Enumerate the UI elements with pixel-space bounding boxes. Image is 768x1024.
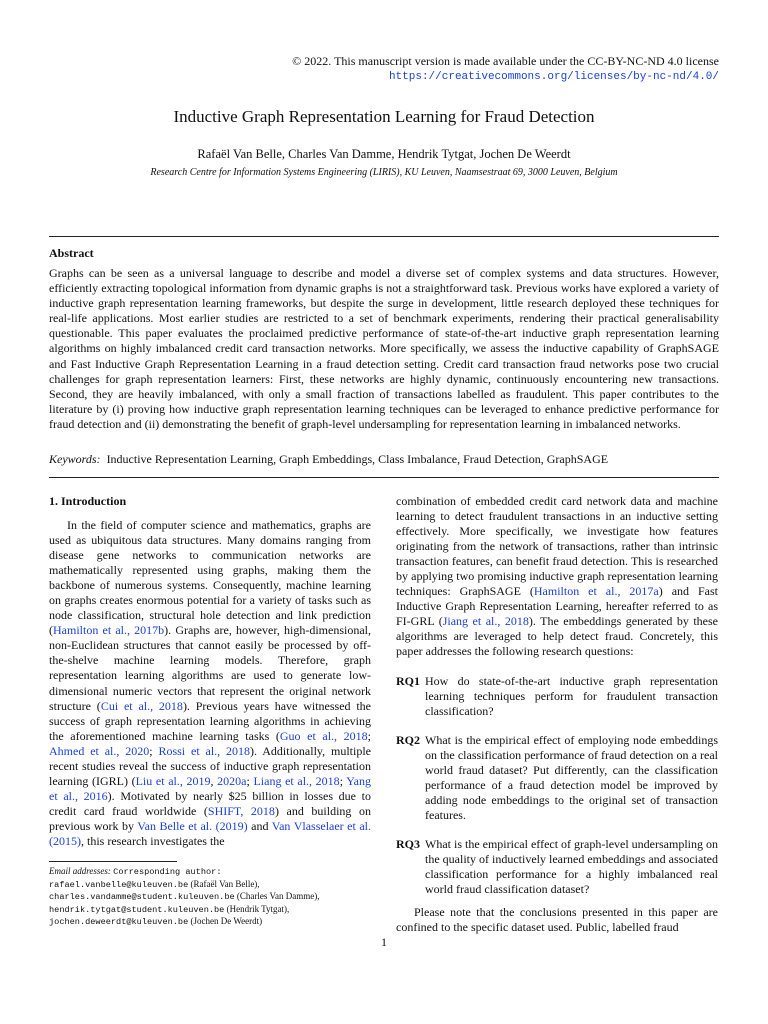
keywords-text: Inductive Representation Learning, Graph Embeddings, Class Imbalance, Fraud Detection, GraphSAGE — [106, 452, 609, 466]
footnote-entry — [49, 879, 379, 892]
paper-title: Inductive Graph Representation Learning for Fraud Detection — [173, 107, 595, 126]
footnote-label: Email addresses: — [49, 866, 111, 876]
research-question-1 — [396, 674, 718, 719]
license-url-link[interactable]: https://creativecommons.org/licenses/by-nc-nd/4.0/ — [388, 71, 719, 83]
footnote-entry — [49, 904, 379, 917]
citation-link[interactable]: Rossi et al., 2018 — [158, 743, 251, 758]
intro-paragraph-1 — [49, 518, 371, 849]
section-heading-introduction: 1. Introduction — [49, 494, 127, 508]
text-span: ). Graphs are, however, high-dimensional, non-Euclidean structures that cannot easily be processed by off-the-shelve machine learning models. Therefore, graph representation learning algorithms are used to generate low-dimensional numeric vectors that represent the original network structure ( — [49, 623, 371, 713]
citation-link[interactable]: Van Belle et al. (2019) — [137, 818, 248, 833]
text-span: , this research investigates the — [81, 833, 225, 848]
citation-link[interactable]: Hamilton et al., 2017b — [53, 623, 165, 638]
citation-link[interactable]: Yang et al., 2016 — [49, 773, 372, 803]
author-list: Rafaël Van Belle, Charles Van Damme, Hendrik Tytgat, Jochen De Weerdt — [197, 147, 571, 161]
email-link[interactable]: rafael.vanbelle@kuleuven.be — [49, 879, 189, 890]
intro-column-left — [49, 518, 371, 849]
text-span: ). Previous years have witnessed the success of graph representation learning algorithms in achieving the aforementioned machine learning tasks ( — [49, 698, 371, 743]
text-span: ; — [367, 728, 371, 743]
text-span: combination of embedded credit card network data and machine learning to detect fraudulent transactions in an inductive setting effectively. More specifically, we investigate how features originating from the network of transactions, rather than intrinsic transaction features, can benefit fraud detection. This is researched by applying two promising inductive graph representation learning techniques: GraphSAGE ( — [396, 494, 718, 599]
keywords-label: Keywords: — [49, 452, 101, 466]
rq-label: RQ3 — [396, 836, 420, 851]
email-owner: (Rafaël Van Belle), — [190, 878, 260, 889]
abstract-divider — [49, 477, 719, 478]
abstract-text: Graphs can be seen as a universal language to describe and model a diverse set of complex systems and data structures. However, efficiently extracting topological information from dynamic graphs is not a straightforward task. Previous works have explored a variety of inductive graph representation learning frameworks, but despite the surge in development, little research deployed these techniques for real-life applications. Most earlier studies are restricted to a set of benchmark experiments, rendering their practical generalisability questionable. This paper evaluates the proclaimed predictive performance of state-of-the-art inductive graph representation learning algorithms on highly imbalanced credit card transaction networks. More specifically, we assess the inductive capability of GraphSAGE and Fast Inductive Graph Representation Learning in a fraud detection setting. Credit card transaction fraud networks pose two crucial challenges for graph representation learners: First, these networks are highly dynamic, continuously encountering new transactions. Second, they are heavily imbalanced, with only a small fraction of transactions labelled as fraudulent. This paper contributes to the literature by (i) proving how inductive graph representation learning techniques can be leveraged to enhance predictive performance for fraud detection and (ii) demonstrating the benefit of graph-level undersampling for representation learning in imbalanced networks. — [49, 266, 719, 431]
page-number: 1 — [381, 935, 387, 949]
citation-link[interactable]: Liu et al., 2019 — [135, 773, 211, 788]
text-span: , — [210, 773, 218, 788]
text-span: ) and Fast Inductive Graph Representation Learning, hereafter referred to as FI-GRL ( — [396, 584, 718, 629]
abstract-heading: Abstract — [49, 246, 94, 260]
email-link[interactable]: hendrik.tytgat@student.kuleuven.be — [49, 904, 225, 915]
citation-link[interactable]: SHIFT, 2018 — [207, 803, 275, 818]
footnote-entry — [49, 891, 379, 904]
license-notice — [292, 53, 719, 85]
rq-text: What is the empirical effect of graph-level undersampling on the quality of inductively learned embeddings and associated classification performance for a highly imbalanced real world fraud classification dataset? — [425, 836, 719, 897]
citation-link[interactable]: Jiang et al., 2018 — [442, 614, 529, 629]
affiliation: Research Centre for Information Systems Engineering (LIRIS), KU Leuven, Naamsestraat 69, 3000 Leuven, Belgium — [150, 167, 618, 178]
footnote-first-line — [49, 866, 379, 879]
footnote-rule — [49, 861, 177, 862]
intro-paragraph-3: Please note that the conclusions presented in this paper are confined to the specific dataset used. Public, labelled fraud — [396, 905, 718, 935]
citation-link[interactable]: 2020a — [217, 773, 247, 788]
text-span: ). The embeddings generated by these algorithms are leveraged to help detect fraud. Concretely, this paper addresses the following research questions: — [396, 614, 719, 659]
research-question-3 — [396, 837, 718, 897]
footnote-entry — [49, 916, 379, 929]
license-text: © 2022. This manuscript version is made available under the CC-BY-NC-ND 4.0 license — [292, 54, 719, 68]
rq-label: RQ2 — [396, 732, 420, 747]
top-divider — [49, 236, 719, 237]
citation-link[interactable]: Ahmed et al., 2020 — [49, 743, 150, 758]
rq-text: How do state-of-the-art inductive graph representation learning techniques perform for fraudulent transaction classification? — [425, 673, 718, 718]
intro-column-right — [396, 494, 718, 935]
text-span: ). Additionally, multiple recent studies reveal the success of inductive graph representation learning (IGRL) ( — [49, 743, 371, 788]
text-span: ) and building on previous work by — [49, 803, 371, 833]
email-owner: (Jochen De Weerdt) — [190, 916, 263, 927]
text-span: ; — [149, 743, 159, 758]
text-span: and — [247, 818, 272, 833]
intro-paragraph-2 — [396, 494, 718, 660]
text-span: ). Motivated by nearly $25 billion in losses due to credit card fraud worldwide ( — [49, 788, 371, 818]
research-question-2 — [396, 733, 718, 823]
footnote-emails — [49, 866, 379, 929]
footnote-corresponding: Corresponding author: — [113, 867, 222, 877]
citation-link[interactable]: Guo et al., 2018 — [279, 728, 368, 743]
citation-link[interactable]: Van Vlasselaer et al. (2015) — [49, 818, 372, 848]
email-owner: (Charles Van Damme), — [236, 891, 320, 902]
citation-link[interactable]: Liang et al., 2018 — [253, 773, 340, 788]
email-owner: (Hendrik Tytgat), — [226, 903, 290, 914]
text-span: ; — [246, 773, 254, 788]
citation-link[interactable]: Hamilton et al., 2017a — [533, 584, 659, 599]
keywords — [49, 452, 719, 467]
citation-link[interactable]: Cui et al., 2018 — [100, 698, 183, 713]
text-span: In the field of computer science and mathematics, graphs are used as ubiquitous data structures. Many domains ranging from disease gene networks to communication networks are mathematically represented using graphs, making them the backbone of numerous systems. Consequently, machine learning on graphs creates enormous potential for a variety of tasks such as node classification, structural hole detection and link prediction ( — [49, 518, 371, 638]
email-link[interactable]: jochen.deweerdt@kuleuven.be — [49, 917, 189, 928]
rq-text: What is the empirical effect of employing node embeddings on the classification performance of fraud detection on a real world fraud dataset? Put differently, can the classification performance of a fraud detection model be improved by adding node embeddings to the original set of transaction features. — [425, 732, 718, 822]
text-span: ; — [339, 773, 347, 788]
email-link[interactable]: charles.vandamme@student.kuleuven.be — [49, 892, 235, 903]
rq-label: RQ1 — [396, 673, 420, 688]
